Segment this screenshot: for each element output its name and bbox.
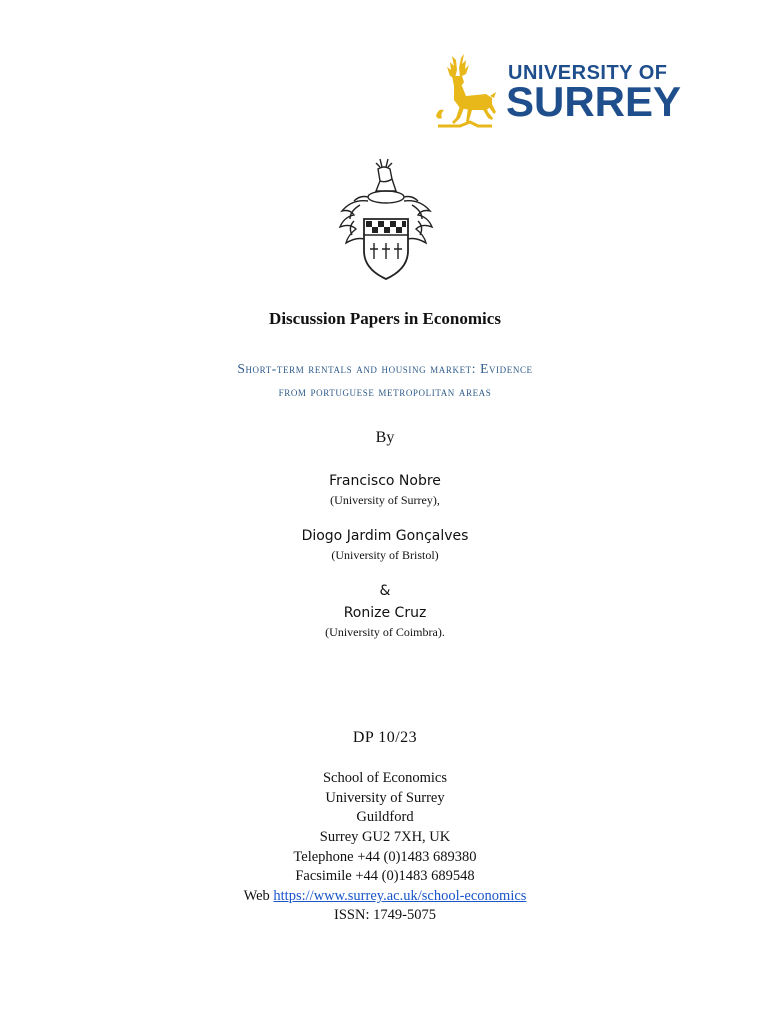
address-postcode: Surrey GU2 7XH, UK: [319, 829, 451, 845]
by-label: By: [375, 429, 395, 446]
address-telephone: Telephone +44 (0)1483 689380: [293, 849, 477, 865]
series-title: Discussion Papers in Economics: [269, 309, 501, 328]
address-school: School of Economics: [322, 770, 448, 786]
address-facsimile: Facsimile +44 (0)1483 689548: [295, 868, 475, 884]
university-logo: [430, 52, 710, 132]
author-affiliation: (University of Bristol): [331, 548, 439, 562]
address-university: University of Surrey: [325, 790, 445, 806]
author-name: Ronize Cruz: [343, 605, 427, 621]
author-affiliation: (University of Surrey),: [330, 493, 440, 507]
paper-title-line2: from portuguese metropolitan areas: [278, 384, 492, 399]
address-town: Guildford: [356, 809, 414, 825]
coat-of-arms-icon: [330, 155, 442, 283]
paper-title-line1: Short-term rentals and housing market: Evidence: [237, 361, 533, 376]
stag-icon: [430, 52, 500, 132]
logo-line1: UNIVERSITY OF: [508, 62, 668, 84]
address-issn: ISSN: 1749-5075: [334, 907, 436, 923]
crest: [330, 155, 442, 283]
web-label: Web: [243, 888, 274, 904]
logo-line2: SURREY: [506, 78, 682, 125]
author-name: Francisco Nobre: [329, 473, 441, 489]
ampersand: &: [379, 583, 391, 599]
author-name: Diogo Jardim Gonçalves: [301, 528, 469, 544]
author-affiliation: (University of Coimbra).: [325, 625, 445, 639]
address-web: [0, 888, 770, 905]
discussion-paper-number: DP 10/23: [352, 729, 418, 746]
school-website-link[interactable]: https://www.surrey.ac.uk/school-economics: [273, 888, 527, 904]
